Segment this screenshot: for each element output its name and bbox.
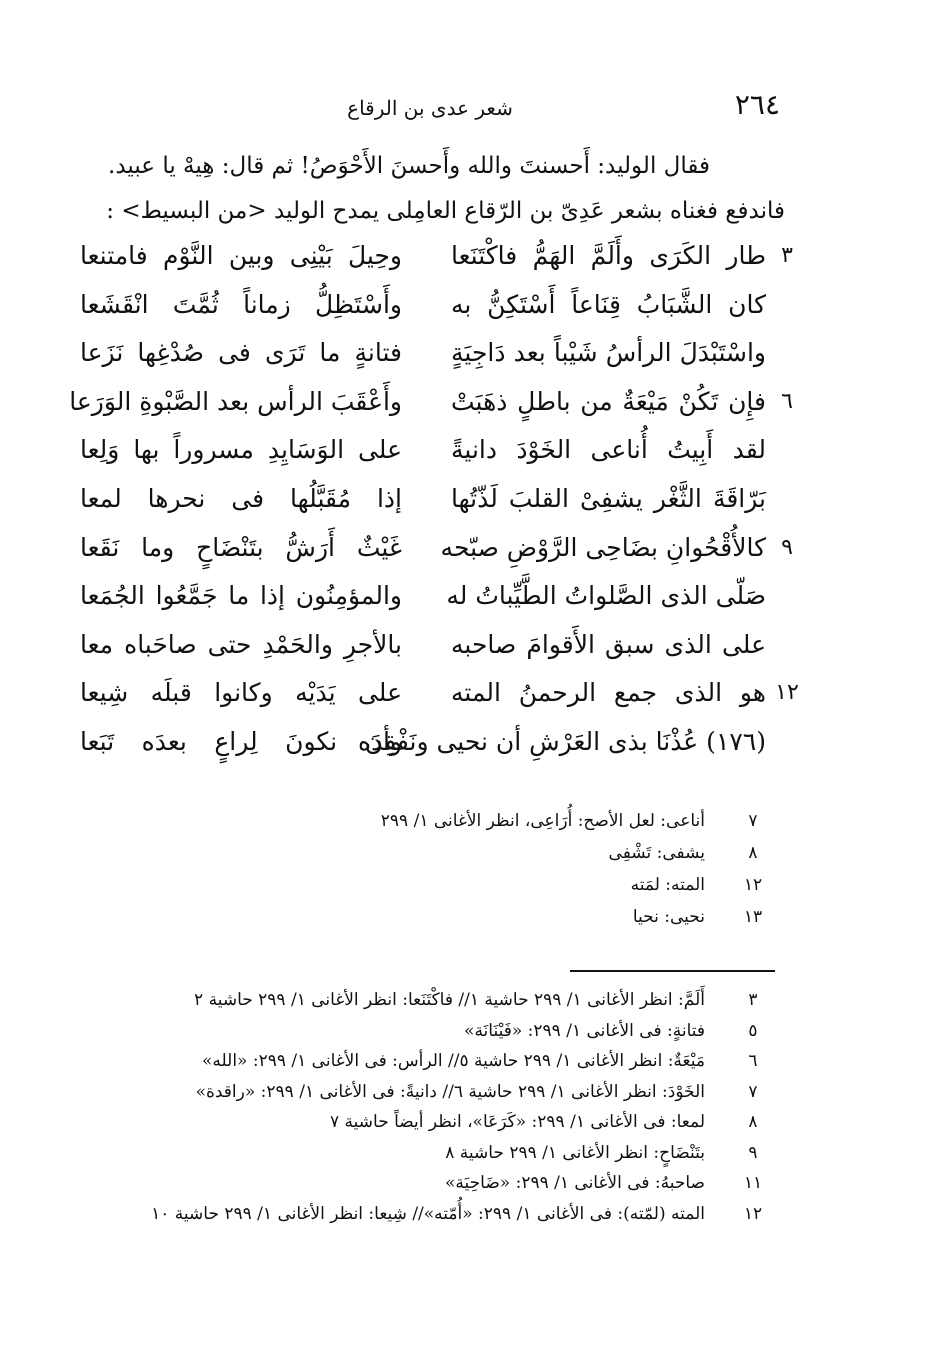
second-hemistich: وأَسْتَظِلُّ زماناً ثُمَّتَ انْقَشَعا: [80, 289, 402, 319]
first-hemistich: بَرّاقَةَ الثَّغْر يشفِىْ القلبَ لَذّتُها: [451, 483, 766, 513]
footnote-number: ٧: [748, 811, 758, 831]
verse-number: ١٢: [775, 680, 799, 706]
prose-line: فقال الوليد: أَحسنتَ والله وأَحسنَ الأَحْوَصُ! ثم قال: هِيهْ يا عبيد.: [108, 153, 710, 179]
footnote-divider: [570, 970, 775, 972]
first-hemistich: (١٧٦) عُذْنَا بذى العَرْشِ أن نحيى ونَفْقِدَه: [357, 726, 766, 756]
second-hemistich: وأن نكونَ لِراعٍ بعدَه تَبَعا: [80, 726, 402, 756]
footnote-text: المته (لمّته): فى الأغانى ١/ ٢٩٩: «أُمّته»// شِيعا: انظر الأغانى ١/ ٢٩٩ حاشية ١٠: [151, 1203, 705, 1224]
footnote-number: ٣: [748, 990, 758, 1010]
verse-number: ٣: [781, 243, 793, 268]
first-hemistich: لقد أَبِيتُ أُناعى الخَوْدَ دانيةً: [451, 435, 766, 465]
footnote-number: ٧: [748, 1081, 758, 1102]
verse-number: ٩: [781, 534, 793, 560]
footnote-text: مَيْعَةٌ: انظر الأغانى ١/ ٢٩٩ حاشية ٥// الرأس: فى الأغانى ١/ ٢٩٩: «الله»: [202, 1051, 705, 1071]
footnote-number: ١٢: [743, 875, 763, 895]
running-title: شعر عدى بن الرقاع: [347, 96, 513, 120]
second-hemistich: والمؤمِنُون إذا ما جَمَّعُوا الجُمَعا: [80, 581, 402, 611]
first-hemistich: طار الكَرَى وأَلَمَّ الهَمُّ فاكْتَنَعا: [451, 241, 766, 270]
page-number: ٢٦٤: [734, 88, 780, 121]
first-hemistich: صَلّى الذى الصَّلواتُ الطَّيِّباتُ له: [446, 581, 766, 611]
footnote-number: ٥: [748, 1020, 758, 1041]
first-hemistich: كالأُقْحُوانِ بضَاحِى الرَّوْضِ صبّحه: [440, 532, 766, 562]
second-hemistich: وأَعْقَبَ الرأس بعد الصَّبْوةِ الوَرَعا: [69, 386, 402, 416]
first-hemistich: كان الشَّبَابُ قِنَاعاً أَسْتَكِنُّ به: [451, 289, 766, 319]
second-hemistich: إذا مُقَبَّلُها فى نحرها لمعا: [80, 483, 402, 513]
first-hemistich: على الذى سبق الأَقوامَ صاحبه: [451, 629, 766, 659]
footnote-number: ٩: [748, 1142, 758, 1163]
verse-line: [60, 718, 800, 767]
footnote-number: ١١: [743, 1173, 763, 1193]
verse-line: [60, 669, 800, 718]
footnote-text: يشفى: تَشْفِى: [608, 843, 705, 863]
footnote-number: ٦: [748, 1051, 758, 1071]
footnote-text: نحيى: نحيا: [632, 907, 705, 927]
footnote-text: بتَنْضَاحٍ: انظر الأغانى ١/ ٢٩٩ حاشية ٨: [445, 1142, 705, 1163]
second-hemistich: على الوَسَايِدِ مسروراً بها وَلِعا: [80, 435, 402, 465]
footnote-text: الخَوْدَ: انظر الأغانى ١/ ٢٩٩ حاشية ٦// دانيةً: فى الأغانى ١/ ٢٩٩: «راقدة»: [195, 1081, 705, 1102]
footnote-text: المته: لمَته: [630, 875, 705, 895]
footnote-number: ٨: [748, 843, 758, 863]
verse-line: [60, 572, 800, 621]
page-header: [80, 88, 780, 128]
footnote-number: ١٣: [743, 907, 763, 927]
second-hemistich: بالأجرِ والحَمْدِ حتى صاحَباه معا: [80, 629, 402, 659]
verse-line: [60, 426, 800, 475]
prose-paragraph: [85, 144, 785, 234]
first-hemistich: واسْتَبْدَلَ الرأسُ شَيْباً بعد دَاجِيَةٍ: [451, 338, 766, 368]
prose-line: فاندفع فغناه بشعر عَدِىّ بن الرّقاع العامِلى يمدح الوليد <من البسيط> :: [106, 198, 785, 224]
verse-line: [60, 281, 800, 330]
footnote-number: ١٢: [743, 1203, 763, 1224]
verse-line: [60, 329, 800, 378]
footnote-text: صاحبهُ: فى الأغانى ١/ ٢٩٩: «ضَاحِيَة»: [445, 1173, 705, 1193]
footnote-text: فتانةٍ: فى الأغانى ١/ ٢٩٩: «فَيْنَانَة»: [464, 1020, 705, 1041]
verse-line: [60, 232, 800, 281]
first-hemistich: فإِن تَكُنْ مَيْعَةٌ من باطلٍ ذهَبَتْ: [451, 386, 766, 416]
verse-line: [60, 524, 800, 573]
second-hemistich: على يَدَيْه وكانوا قبلَه شِيعا: [80, 678, 402, 708]
verse-line: [60, 475, 800, 524]
verse-number: ٦: [781, 388, 793, 414]
poem: [60, 232, 800, 767]
footnote-number: ٨: [748, 1112, 758, 1132]
second-hemistich: وحِيلَ بَيْنِى وبين النَّوْم فامتنعا: [80, 241, 402, 270]
verse-line: [60, 378, 800, 427]
second-hemistich: غَيْثٌ أَرَشُّ بتَنْضَاحٍ وما نَقَعا: [80, 532, 402, 562]
second-hemistich: فتانةٍ ما تَرَى فى صُدْغِها نَزَعا: [80, 338, 402, 368]
first-hemistich: هو الذى جمع الرحمنُ المته: [451, 678, 766, 708]
footnote-text: أناعى: لعل الأصح: أُرَاعِى، انظر الأغانى ١/ ٢٩٩: [380, 811, 705, 831]
verse-line: [60, 621, 800, 670]
footnote-text: أَلَمَّ: انظر الأغانى ١/ ٢٩٩ حاشية ١// فاكْتَنَعا: انظر الأغانى ١/ ٢٩٩ حاشية ٢: [194, 990, 705, 1010]
footnote-text: لمعا: فى الأغانى ١/ ٢٩٩: «كَرَعَا»، انظر أيضاً حاشية ٧: [329, 1112, 705, 1132]
